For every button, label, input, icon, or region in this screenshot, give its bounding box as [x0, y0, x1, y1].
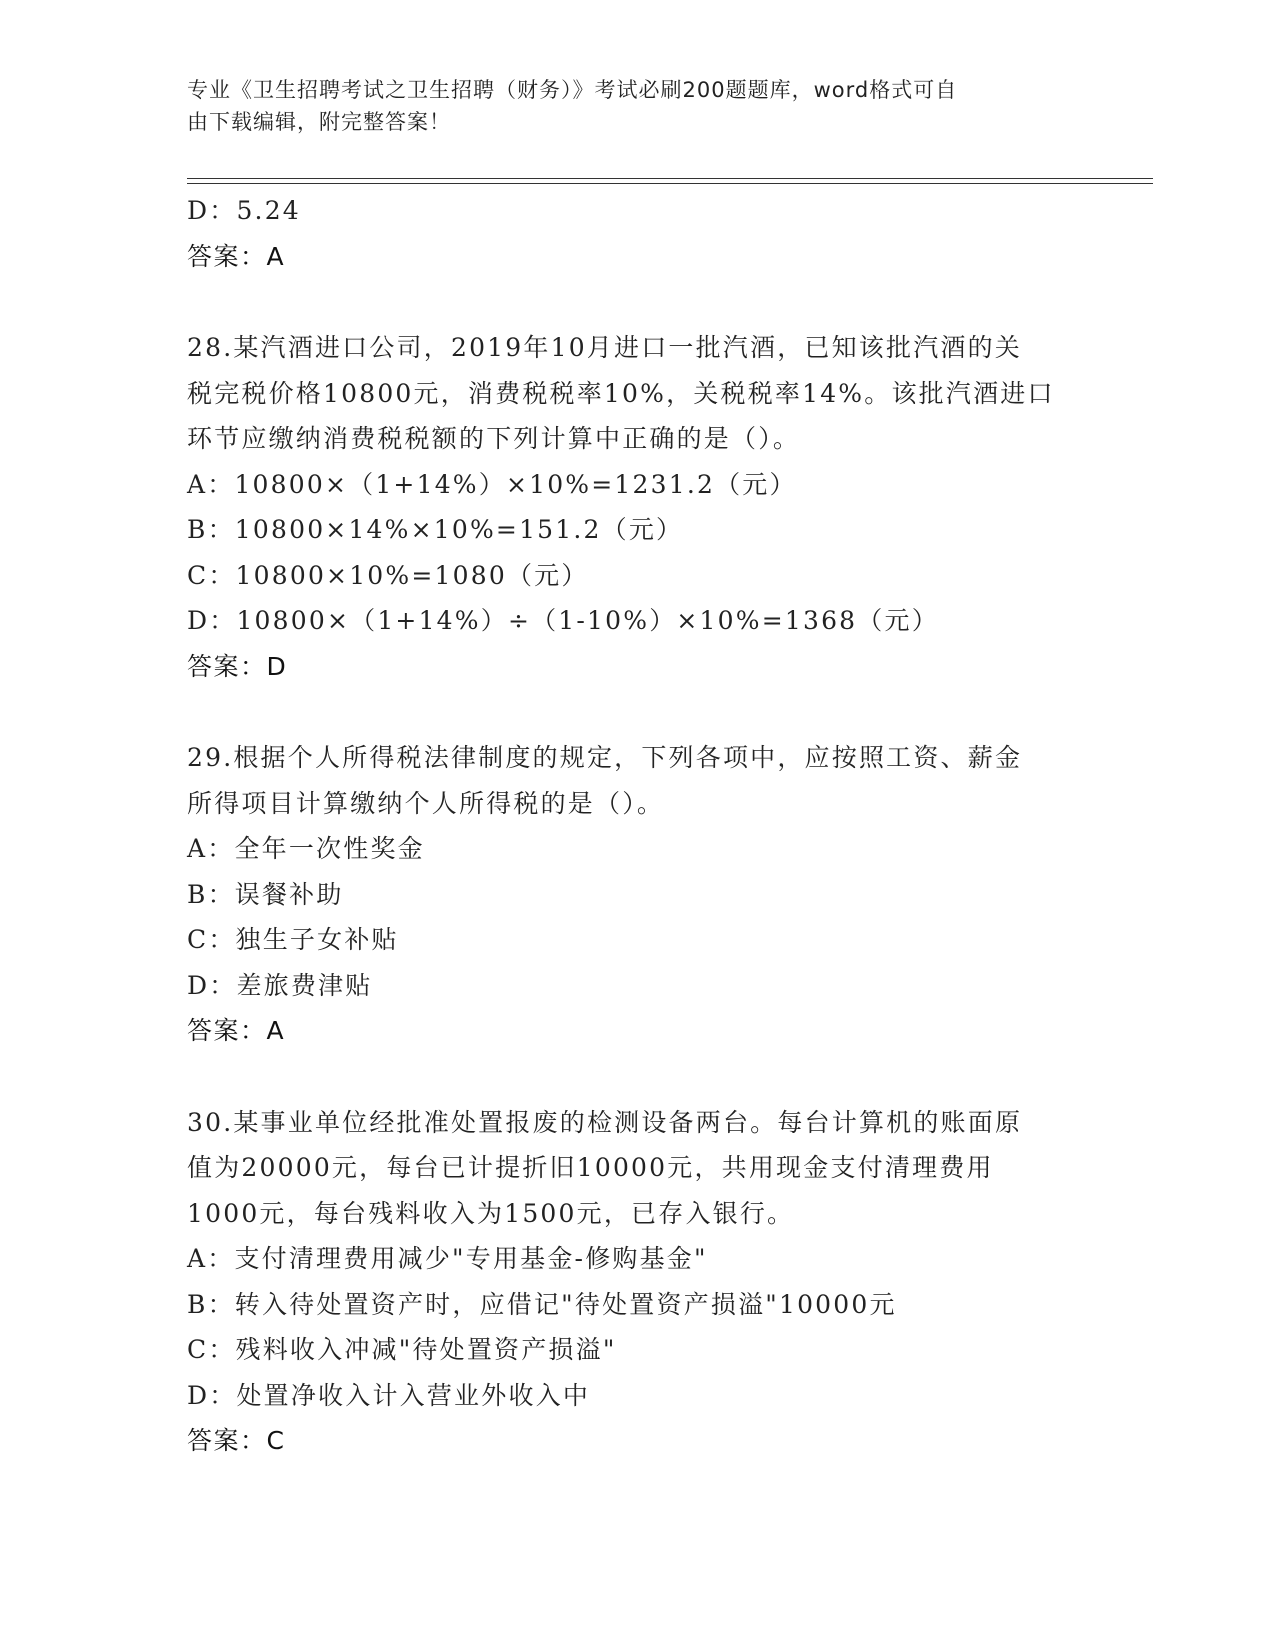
- option-a: A：全年一次性奖金: [187, 834, 425, 863]
- option-b: B：转入待处置资产时，应借记"待处置资产损溢"10000元: [187, 1289, 897, 1319]
- question-stem-line: 所得项目计算缴纳个人所得税的是（）。: [187, 788, 665, 818]
- spacer: [187, 689, 1087, 735]
- question-stem-line: 29.根据个人所得税法律制度的规定，下列各项中，应按照工资、薪金: [187, 743, 1023, 772]
- header-title-line-2: 由下载编辑，附完整答案！: [187, 110, 451, 134]
- option-a: A：支付清理费用减少"专用基金-修购基金": [187, 1244, 708, 1273]
- option-c: C：残料收入冲减"待处置资产损溢": [187, 1335, 617, 1364]
- header-divider-bottom: [187, 183, 1153, 184]
- option-d: D：5.24: [187, 196, 301, 225]
- question-stem-line: 28.某汽酒进口公司，2019年10月进口一批汽酒，已知该批汽酒的关: [187, 333, 1022, 362]
- answer-line: 答案：D: [187, 651, 288, 681]
- option-b: B：10800×14%×10%=151.2（元）: [187, 515, 684, 544]
- option-c: C：10800×10%=1080（元）: [187, 560, 589, 590]
- spacer: [187, 279, 1087, 325]
- answer-line: 答案：C: [187, 1426, 286, 1455]
- option-d: D：差旅费津贴: [187, 970, 373, 1000]
- question-list: [187, 188, 1087, 1464]
- question-stem-line: 值为20000元，每台已计提折旧10000元，共用现金支付清理费用: [187, 1153, 994, 1182]
- previous-question-tail: [187, 188, 1087, 279]
- question-stem-line: 30.某事业单位经批准处置报废的检测设备两台。每台计算机的账面原: [187, 1107, 1023, 1137]
- document-header: [187, 74, 1067, 138]
- option-b: B：误餐补助: [187, 879, 344, 909]
- question-stem-line: 环节应缴纳消费税税额的下列计算中正确的是（）。: [187, 424, 801, 453]
- header-divider-top: [187, 178, 1153, 179]
- option-d: D：10800×（1+14%）÷（1-10%）×10%=1368（元）: [187, 606, 939, 635]
- spacer: [187, 1054, 1087, 1100]
- question-stem-line: 税完税价格10800元，消费税税率10%，关税税率14%。该批汽酒进口: [187, 378, 1055, 408]
- option-c: C：独生子女补贴: [187, 925, 399, 954]
- question-29: [187, 735, 1087, 1054]
- answer-line: 答案：A: [187, 241, 286, 271]
- question-30: [187, 1100, 1087, 1464]
- option-a: A：10800×（1+14%）×10%=1231.2（元）: [187, 469, 797, 499]
- question-stem-line: 1000元，每台残料收入为1500元，已存入银行。: [187, 1198, 795, 1228]
- header-title-line-1: 专业《卫生招聘考试之卫生招聘（财务）》考试必刷200题题库，word格式可自: [187, 78, 958, 102]
- answer-line: 答案：A: [187, 1016, 286, 1045]
- question-28: [187, 325, 1087, 689]
- option-d: D：处置净收入计入营业外收入中: [187, 1380, 591, 1410]
